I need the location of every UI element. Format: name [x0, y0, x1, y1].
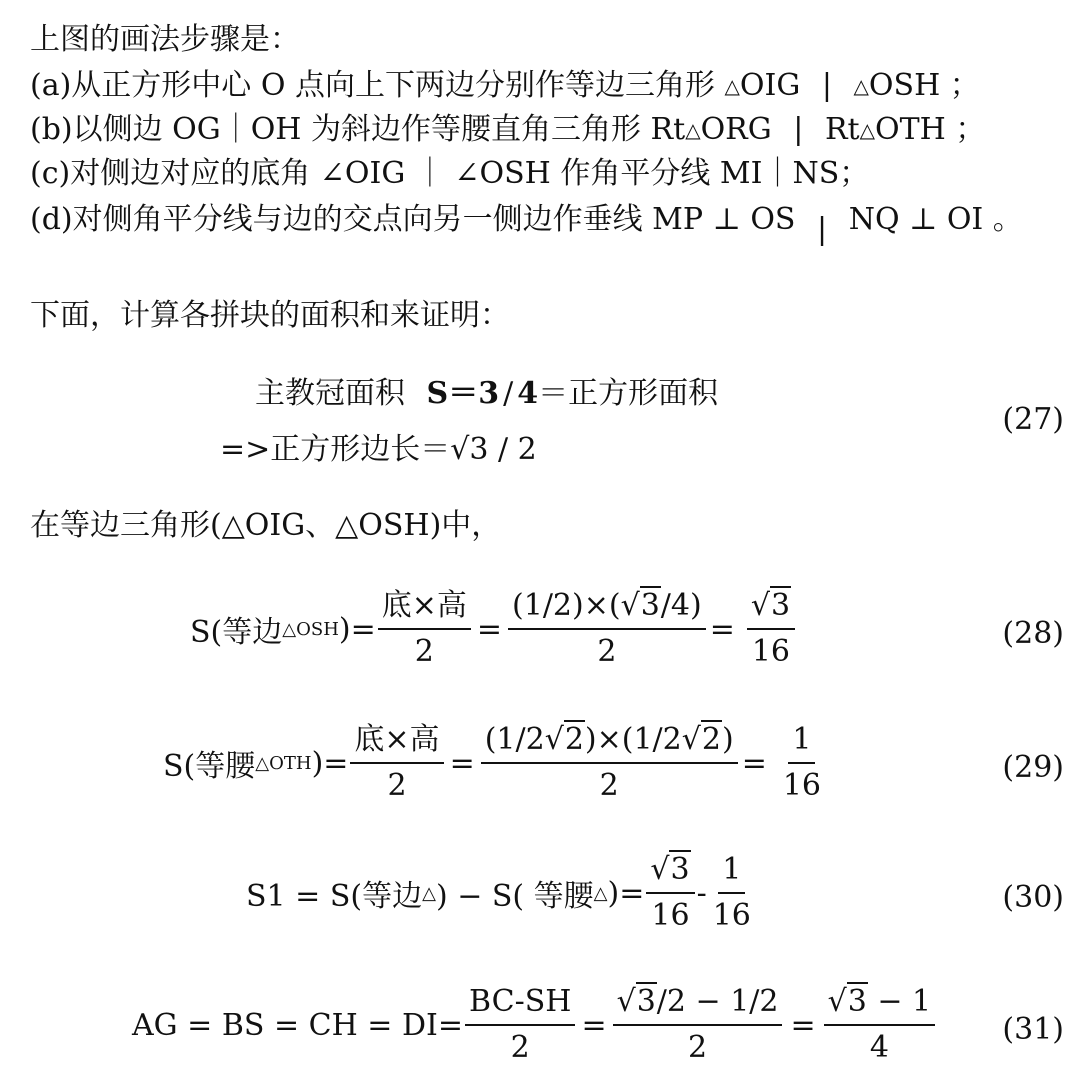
eq30-frac1 — [646, 852, 694, 934]
eq30-minus: - — [696, 875, 707, 911]
separator-bar: | — [821, 68, 832, 103]
eq30-number: (30) — [1002, 880, 1064, 915]
eq29-frac3-num: 1 — [788, 722, 815, 764]
sqrt-icon: √3 — [827, 984, 867, 1019]
sqrt-icon: √2 — [681, 722, 721, 757]
triangle-icon: △ — [859, 118, 875, 142]
triangle-intro: 在等边三角形(△OIG、△OSH)中， — [30, 508, 502, 543]
triangle-icon: △ — [853, 74, 869, 98]
eq28-frac3 — [747, 588, 795, 670]
eq27-prefix: 主教冠面积 — [255, 376, 405, 411]
eq31 — [132, 984, 937, 1066]
eq30-frac2-num: 1 — [718, 852, 745, 894]
eq29-lhs-end: )= — [311, 745, 349, 781]
step-a-t2: OSH — [868, 68, 941, 103]
eq27-suffix: ＝正方形面积 — [538, 376, 719, 411]
eq31-frac3-num-rest: − 1 — [867, 984, 932, 1019]
eq28-frac3-num — [747, 588, 795, 630]
separator-bar: | — [793, 112, 804, 147]
eq27-bold: S＝3 — [426, 376, 500, 411]
eq29-frac2-num-a: (1/2 — [484, 722, 545, 757]
step-d — [30, 200, 1023, 247]
eq31-frac1-den: 2 — [510, 1030, 530, 1065]
eq29-lhs-sub: △OTH — [255, 752, 312, 774]
eq29-frac2-num-b: )×(1/2 — [584, 722, 682, 757]
eq29-frac1 — [350, 722, 443, 804]
eq30 — [246, 852, 757, 934]
separator-bar: | — [817, 212, 828, 247]
equals-sign: = — [790, 1007, 816, 1043]
eq29-lhs: S(等腰 — [163, 749, 256, 784]
eq31-frac3 — [824, 984, 936, 1066]
eq30-frac1-num — [646, 852, 694, 894]
sqrt-icon: √3 — [616, 984, 656, 1019]
eq31-lhs: AG = BS = CH = DI= — [132, 1007, 464, 1043]
eq30-mid: ) − S( 等腰 — [435, 879, 594, 914]
eq28-lhs-end: )= — [338, 611, 376, 647]
proof-intro: 下面，计算各拼块的面积和来证明： — [30, 298, 510, 333]
eq29-frac2-num-c: ) — [721, 722, 734, 757]
step-d-right: NQ ⊥ OI 。 — [848, 202, 1023, 237]
eq30-frac1-den: 16 — [651, 898, 690, 933]
sqrt-icon: √2 — [544, 722, 584, 757]
step-a-t1: OIG — [739, 68, 801, 103]
eq31-number: (31) — [1002, 1012, 1064, 1047]
sqrt-icon: √3 — [620, 588, 660, 623]
eq28-frac2-den: 2 — [597, 634, 617, 669]
eq30-lhs: S1 = S(等边 — [246, 879, 423, 914]
eq31-frac2 — [613, 984, 783, 1066]
eq31-frac3-den: 4 — [869, 1030, 889, 1065]
eq28-frac1-den: 2 — [414, 634, 434, 669]
eq28-frac2-radicand: 3 — [640, 588, 660, 623]
eq29-frac1-num: 底×高 — [350, 722, 443, 764]
eq28-frac1-num: 底×高 — [378, 588, 471, 630]
step-b-prefix: (b)以侧边 OG｜OH 为斜边作等腰直角三角形 Rt — [30, 112, 686, 147]
eq28-frac3-radicand: 3 — [770, 588, 791, 623]
step-b-mid: Rt — [824, 112, 860, 147]
eq28-frac2-num-b: /4) — [660, 588, 702, 623]
eq28-frac1 — [378, 588, 471, 670]
eq31-frac3-radicand: 3 — [847, 984, 867, 1019]
equals-sign: = — [449, 745, 475, 781]
eq31-frac1-num: BC-SH — [465, 984, 575, 1026]
eq28-frac2-num-a: (1/2)×( — [512, 588, 621, 623]
step-c: (c)对侧边对应的底角 ∠OIG ｜ ∠OSH 作角平分线 MI｜NS； — [30, 156, 870, 191]
eq28-lhs-sub: △OSH — [282, 618, 339, 640]
equals-sign: = — [709, 611, 735, 647]
eq30-sub2: △ — [593, 882, 608, 904]
eq29 — [163, 722, 827, 804]
intro-text: 上图的画法步骤是： — [30, 22, 300, 57]
eq29-frac2-num — [481, 722, 738, 764]
step-a-end: ； — [949, 68, 980, 103]
eq29-frac1-den: 2 — [387, 768, 407, 803]
eq28-frac3-den: 16 — [751, 634, 791, 669]
sqrt-icon: √3 — [750, 588, 791, 623]
eq31-frac2-num-rest: /2 − 1/2 — [656, 984, 779, 1019]
eq28-frac2-num — [508, 588, 706, 630]
eq30-sub1: △ — [422, 882, 436, 904]
eq29-frac2-den: 2 — [599, 768, 619, 803]
eq29-frac3 — [779, 722, 825, 804]
step-b-t2: OTH — [874, 112, 946, 147]
triangle-icon: △ — [685, 118, 701, 142]
eq28-number: (28) — [1002, 616, 1064, 651]
equals-sign: = — [741, 745, 767, 781]
eq27-bold2: 4 — [517, 376, 539, 411]
eq28-lhs: S(等边 — [190, 615, 283, 650]
eq27-line2: =>正方形边长＝√3 / 2 — [220, 432, 537, 467]
eq29-frac3-den: 16 — [782, 768, 822, 803]
eq27-line1 — [255, 374, 718, 414]
eq27-number: (27) — [1002, 402, 1064, 437]
eq31-frac2-den: 2 — [687, 1030, 708, 1065]
sqrt-icon: √3 — [650, 852, 690, 887]
eq30-frac2-den: 16 — [712, 898, 751, 933]
step-a-prefix: (a)从正方形中心 O 点向上下两边分别作等边三角形 — [30, 68, 715, 103]
step-b-t1: ORG — [700, 112, 772, 147]
eq28 — [190, 588, 797, 670]
step-d-left: (d)对侧角平分线与边的交点向另一侧边作垂线 MP ⊥ OS — [30, 202, 796, 237]
eq31-frac2-radicand: 3 — [636, 984, 656, 1019]
step-b — [30, 110, 985, 150]
triangle-icon: △ — [724, 74, 740, 98]
eq29-number: (29) — [1002, 750, 1064, 785]
eq27-slash: / — [503, 376, 514, 411]
equals-sign: = — [476, 611, 503, 647]
eq30-frac1-radicand: 3 — [670, 852, 690, 887]
step-b-end: ； — [955, 112, 986, 147]
step-a — [30, 66, 980, 106]
eq29-frac2 — [481, 722, 738, 804]
eq28-frac2 — [508, 588, 706, 670]
eq31-frac1 — [465, 984, 575, 1066]
eq30-frac2 — [709, 852, 755, 934]
eq29-frac2-radicand1: 2 — [564, 722, 584, 757]
eq31-frac2-num — [613, 984, 783, 1026]
eq29-frac2-radicand2: 2 — [701, 722, 721, 757]
equals-sign: = — [581, 1007, 607, 1043]
eq30-end: )= — [607, 875, 645, 911]
eq31-frac3-num — [824, 984, 936, 1026]
